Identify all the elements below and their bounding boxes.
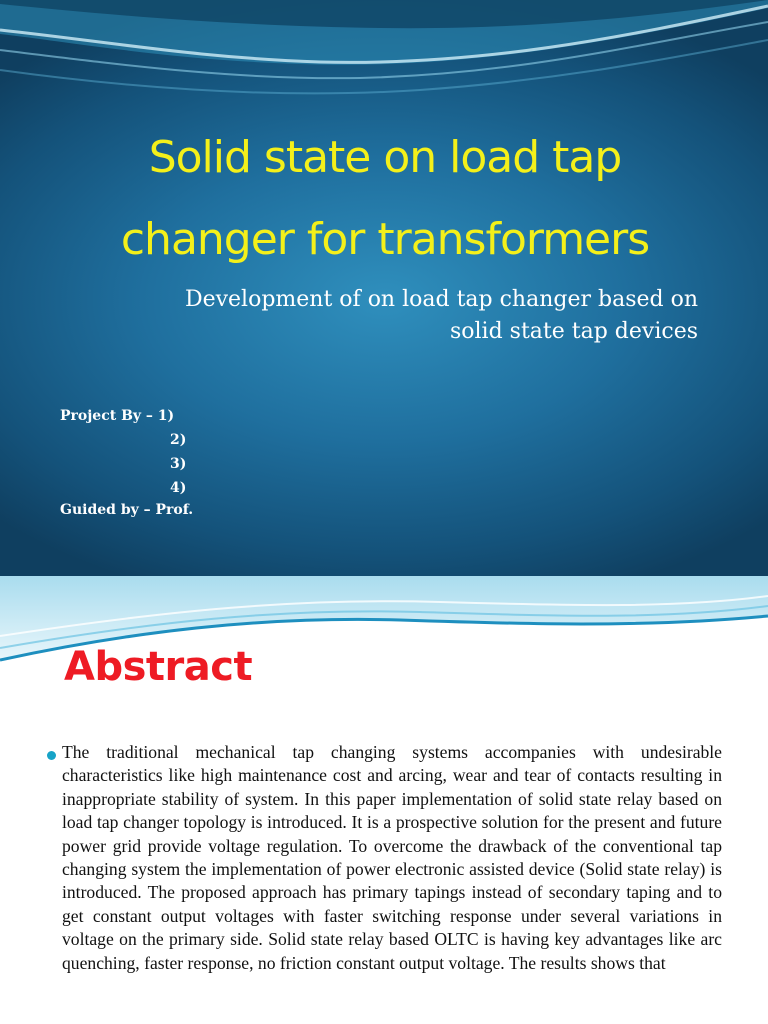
member-number: 3) (170, 456, 187, 472)
member-number: 4) (170, 480, 187, 496)
abstract-slide (0, 576, 768, 1024)
project-by-label: Project By – 1) (60, 408, 175, 424)
bullet-icon (47, 751, 56, 760)
abstract-heading: Abstract (64, 644, 253, 690)
slide-subtitle (58, 284, 698, 348)
subtitle-line-1: Development of on load tap changer based on (184, 287, 698, 312)
subtitle-line-2: solid state tap devices (449, 319, 698, 344)
slide-title (40, 132, 730, 265)
guided-by-label: Guided by – Prof. (60, 502, 194, 518)
title-line-2: changer for transformers (120, 214, 650, 265)
abstract-text: The traditional mechanical tap changing systems accompanies with undesirable characteristics like high maintenance cost and arcing, wear and tear of contacts resulting in inappropriate stability of system. In this paper implementation of solid state relay based on load tap changer topology is introduced. It is a prospective solution for the present and future power grid provide voltage regulation. To overcome the drawback of the conventional tap changing system the implementation of power electronic assisted device (Solid state relay) is introduced. The proposed approach has primary tapings instead of secondary taping and to get constant output voltages with faster switching response under several variations in voltage on the primary side. Solid state relay based OLTC is having key advantages like arc quenching, faster response, no friction constant output voltage. The results shows that (62, 742, 722, 973)
title-line-1: Solid state on load tap (148, 132, 622, 183)
member-number: 2) (170, 432, 187, 448)
